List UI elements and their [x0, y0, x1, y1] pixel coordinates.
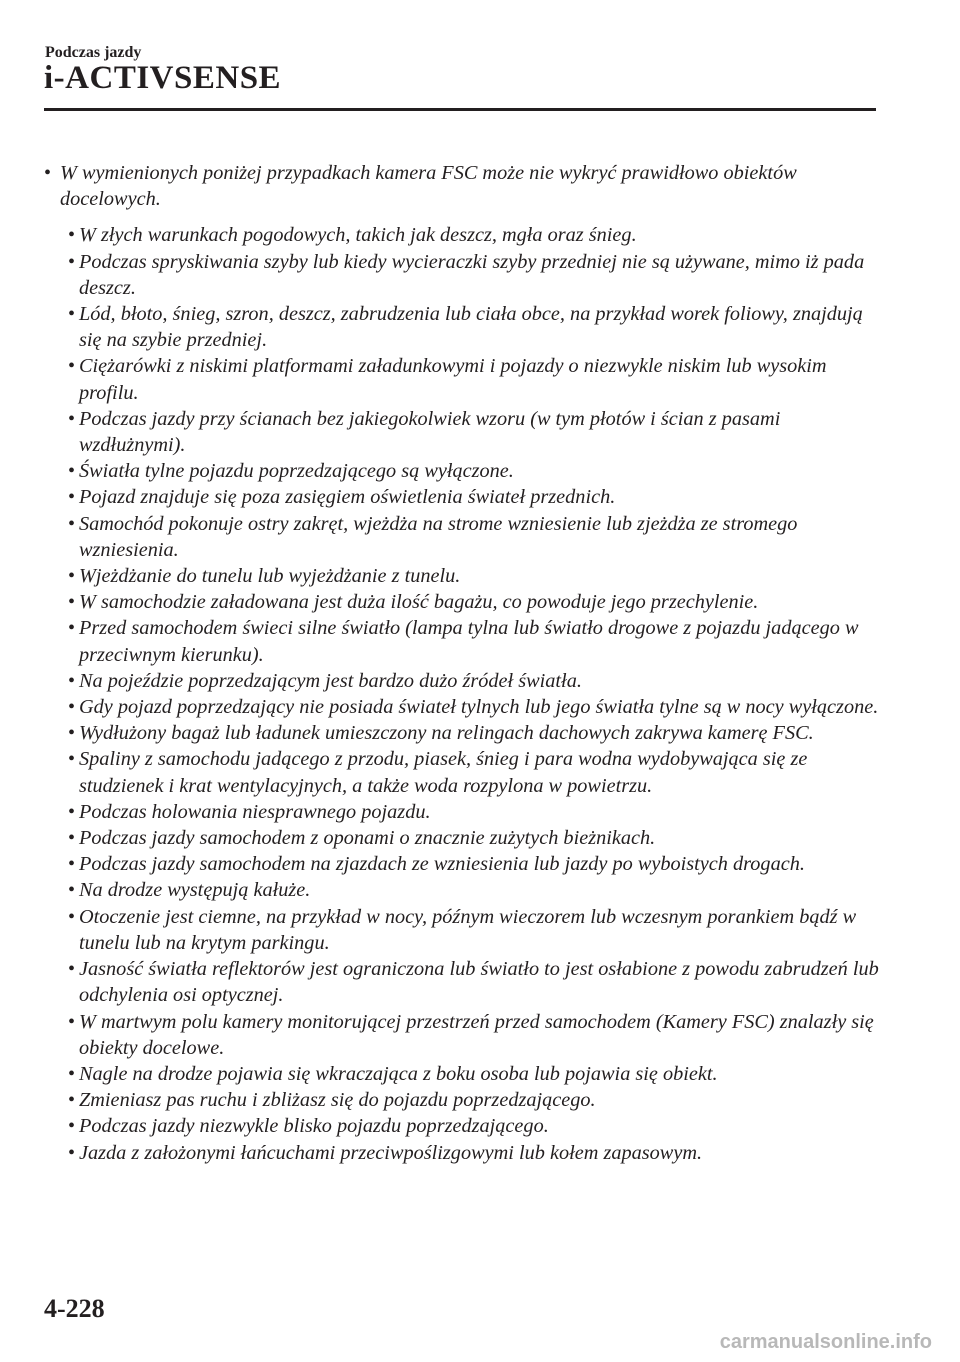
list-item	[64, 615, 884, 667]
bullet-icon: •	[68, 460, 76, 483]
list-item-text: Samochód pokonuje ostry zakręt, wjeżdża na strome wzniesienie lub zjeżdża ze stromego wzniesienia.	[79, 512, 798, 561]
list-item-text: Ciężarówki z niskimi platformami załadunkowymi i pojazdy o niezwykle niskim lub wysokim profilu.	[79, 355, 827, 404]
bullet-icon: •	[68, 696, 76, 719]
list-item	[64, 1061, 884, 1087]
list-item	[64, 694, 884, 720]
bullet-icon: •	[68, 853, 76, 876]
list-item	[64, 563, 884, 589]
list-item	[64, 249, 884, 301]
list-item-text: Jazda z założonymi łańcuchami przeciwpoślizgowymi lub kołem zapasowym.	[79, 1141, 703, 1164]
bullet-icon: •	[68, 1089, 76, 1112]
list-item	[64, 353, 884, 405]
bullet-icon: •	[68, 1062, 76, 1085]
bullet-icon: •	[68, 800, 76, 823]
bullet-icon: •	[68, 748, 76, 771]
list-item-text: Przed samochodem świeci silne światło (lampa tylna lub światło drogowe z pojazdu jadącego w przeciwnym kierunku).	[79, 617, 859, 666]
list-item-text: Gdy pojazd poprzedzający nie posiada świateł tylnych lub jego światła tylne są w nocy wyłączone.	[79, 696, 879, 719]
list-item	[64, 825, 884, 851]
list-item-text: Spaliny z samochodu jadącego z przodu, piasek, śnieg i para wodna wydobywająca się ze studzienek i krat wentylacyjnych, a także woda rozpylona w powietrzu.	[79, 748, 808, 797]
bullet-icon: •	[68, 1115, 76, 1138]
bullet-icon: •	[68, 879, 76, 902]
list-item	[64, 877, 884, 903]
watermark: carmanualsonline.info	[719, 1331, 932, 1353]
bullet-icon: •	[68, 1141, 76, 1164]
list-item-text: Podczas jazdy samochodem na zjazdach ze wzniesienia lub jazdy po wyboistych drogach.	[79, 853, 805, 876]
bullet-icon: •	[68, 669, 76, 692]
section-label: Podczas jazdy	[45, 44, 142, 61]
list-item-text: Otoczenie jest ciemne, na przykład w nocy, późnym wieczorem lub wczesnym porankiem bądź w tunelu lub na krytym parkingu.	[79, 905, 857, 954]
title-rule	[44, 108, 876, 111]
bullet-icon: •	[68, 407, 76, 430]
bullet-icon: •	[44, 162, 52, 184]
bullet-icon: •	[68, 827, 76, 850]
list-item-text: Podczas jazdy przy ścianach bez jakiegokolwiek wzoru (w tym płotów i ścian z pasami wzdłużnymi).	[79, 407, 781, 457]
bullet-icon: •	[68, 1010, 76, 1033]
bullet-icon: •	[68, 355, 76, 378]
list-item-text: Lód, błoto, śnieg, szron, deszcz, zabrudzenia lub ciała obce, na przykład worek foliowy, znajdują się na szybie przedniej.	[79, 303, 863, 352]
bullet-icon: •	[68, 591, 76, 614]
bullet-icon: •	[68, 565, 76, 588]
list-item	[64, 222, 884, 248]
list-item	[64, 904, 884, 956]
list-item-text: Podczas spryskiwania szyby lub kiedy wycieraczki szyby przedniej nie są używane, mimo iż pada deszcz.	[79, 250, 865, 299]
list-item-text: Pojazd znajduje się poza zasięgiem oświetlenia świateł przednich.	[79, 486, 616, 509]
bullet-icon: •	[68, 303, 76, 326]
bullet-icon: •	[68, 722, 76, 745]
list-item	[64, 511, 884, 563]
bullet-icon: •	[68, 512, 76, 535]
list-item	[64, 956, 884, 1008]
list-item	[64, 1009, 884, 1061]
content	[44, 160, 884, 1166]
list-item	[64, 668, 884, 694]
list-item	[64, 720, 884, 746]
list-item	[64, 851, 884, 877]
bullet-icon: •	[68, 617, 76, 640]
intro-paragraph	[44, 160, 884, 212]
chapter-title: i-ACTIVSENSE	[44, 60, 282, 96]
list-item-text: Wydłużony bagaż lub ładunek umieszczony na relingach dachowych zakrywa kamerę FSC.	[79, 722, 814, 745]
page-number: 4-228	[44, 1294, 105, 1323]
list-item-text: Podczas holowania niesprawnego pojazdu.	[79, 800, 431, 823]
list-item-text: Na pojeździe poprzedzającym jest bardzo dużo źródeł światła.	[79, 669, 582, 692]
list-item-text: W martwym polu kamery monitorującej przestrzeń przed samochodem (Kamery FSC) znalazły się obiekty docelowe.	[79, 1010, 874, 1059]
condition-list	[44, 222, 884, 1165]
intro-text: W wymienionych poniżej przypadkach kamera FSC może nie wykryć prawidłowo obiektów docelowych.	[60, 162, 797, 211]
list-item-text: Światła tylne pojazdu poprzedzającego są wyłączone.	[79, 460, 514, 483]
list-item	[64, 458, 884, 484]
list-item-text: Nagle na drodze pojawia się wkraczająca z boku osoba lub pojawia się obiekt.	[79, 1062, 718, 1085]
list-item	[64, 484, 884, 510]
list-item	[64, 406, 884, 458]
list-item	[64, 1113, 884, 1139]
list-item	[64, 799, 884, 825]
list-item	[64, 1087, 884, 1113]
bullet-icon: •	[68, 486, 76, 509]
list-item-text: W samochodzie załadowana jest duża ilość bagażu, co powoduje jego przechylenie.	[79, 591, 759, 614]
list-item-text: Na drodze występują kałuże.	[79, 879, 311, 902]
bullet-icon: •	[68, 224, 76, 247]
list-item-text: W złych warunkach pogodowych, takich jak deszcz, mgła oraz śnieg.	[79, 224, 637, 247]
list-item	[64, 589, 884, 615]
list-item	[64, 301, 884, 353]
list-item-text: Podczas jazdy samochodem z oponami o znacznie zużytych bieżnikach.	[79, 827, 656, 850]
bullet-icon: •	[68, 250, 76, 273]
list-item	[64, 746, 884, 798]
bullet-icon: •	[68, 905, 76, 928]
list-item-text: Wjeżdżanie do tunelu lub wyjeżdżanie z tunelu.	[79, 565, 461, 588]
list-item-text: Podczas jazdy niezwykle blisko pojazdu poprzedzającego.	[79, 1115, 549, 1138]
bullet-icon: •	[68, 958, 76, 981]
list-item-text: Zmieniasz pas ruchu i zbliżasz się do pojazdu poprzedzającego.	[79, 1089, 596, 1112]
list-item	[64, 1140, 884, 1166]
list-item-text: Jasność światła reflektorów jest ograniczona lub światło to jest osłabione z powodu zabrudzeń lub odchylenia osi optycznej.	[79, 958, 879, 1007]
